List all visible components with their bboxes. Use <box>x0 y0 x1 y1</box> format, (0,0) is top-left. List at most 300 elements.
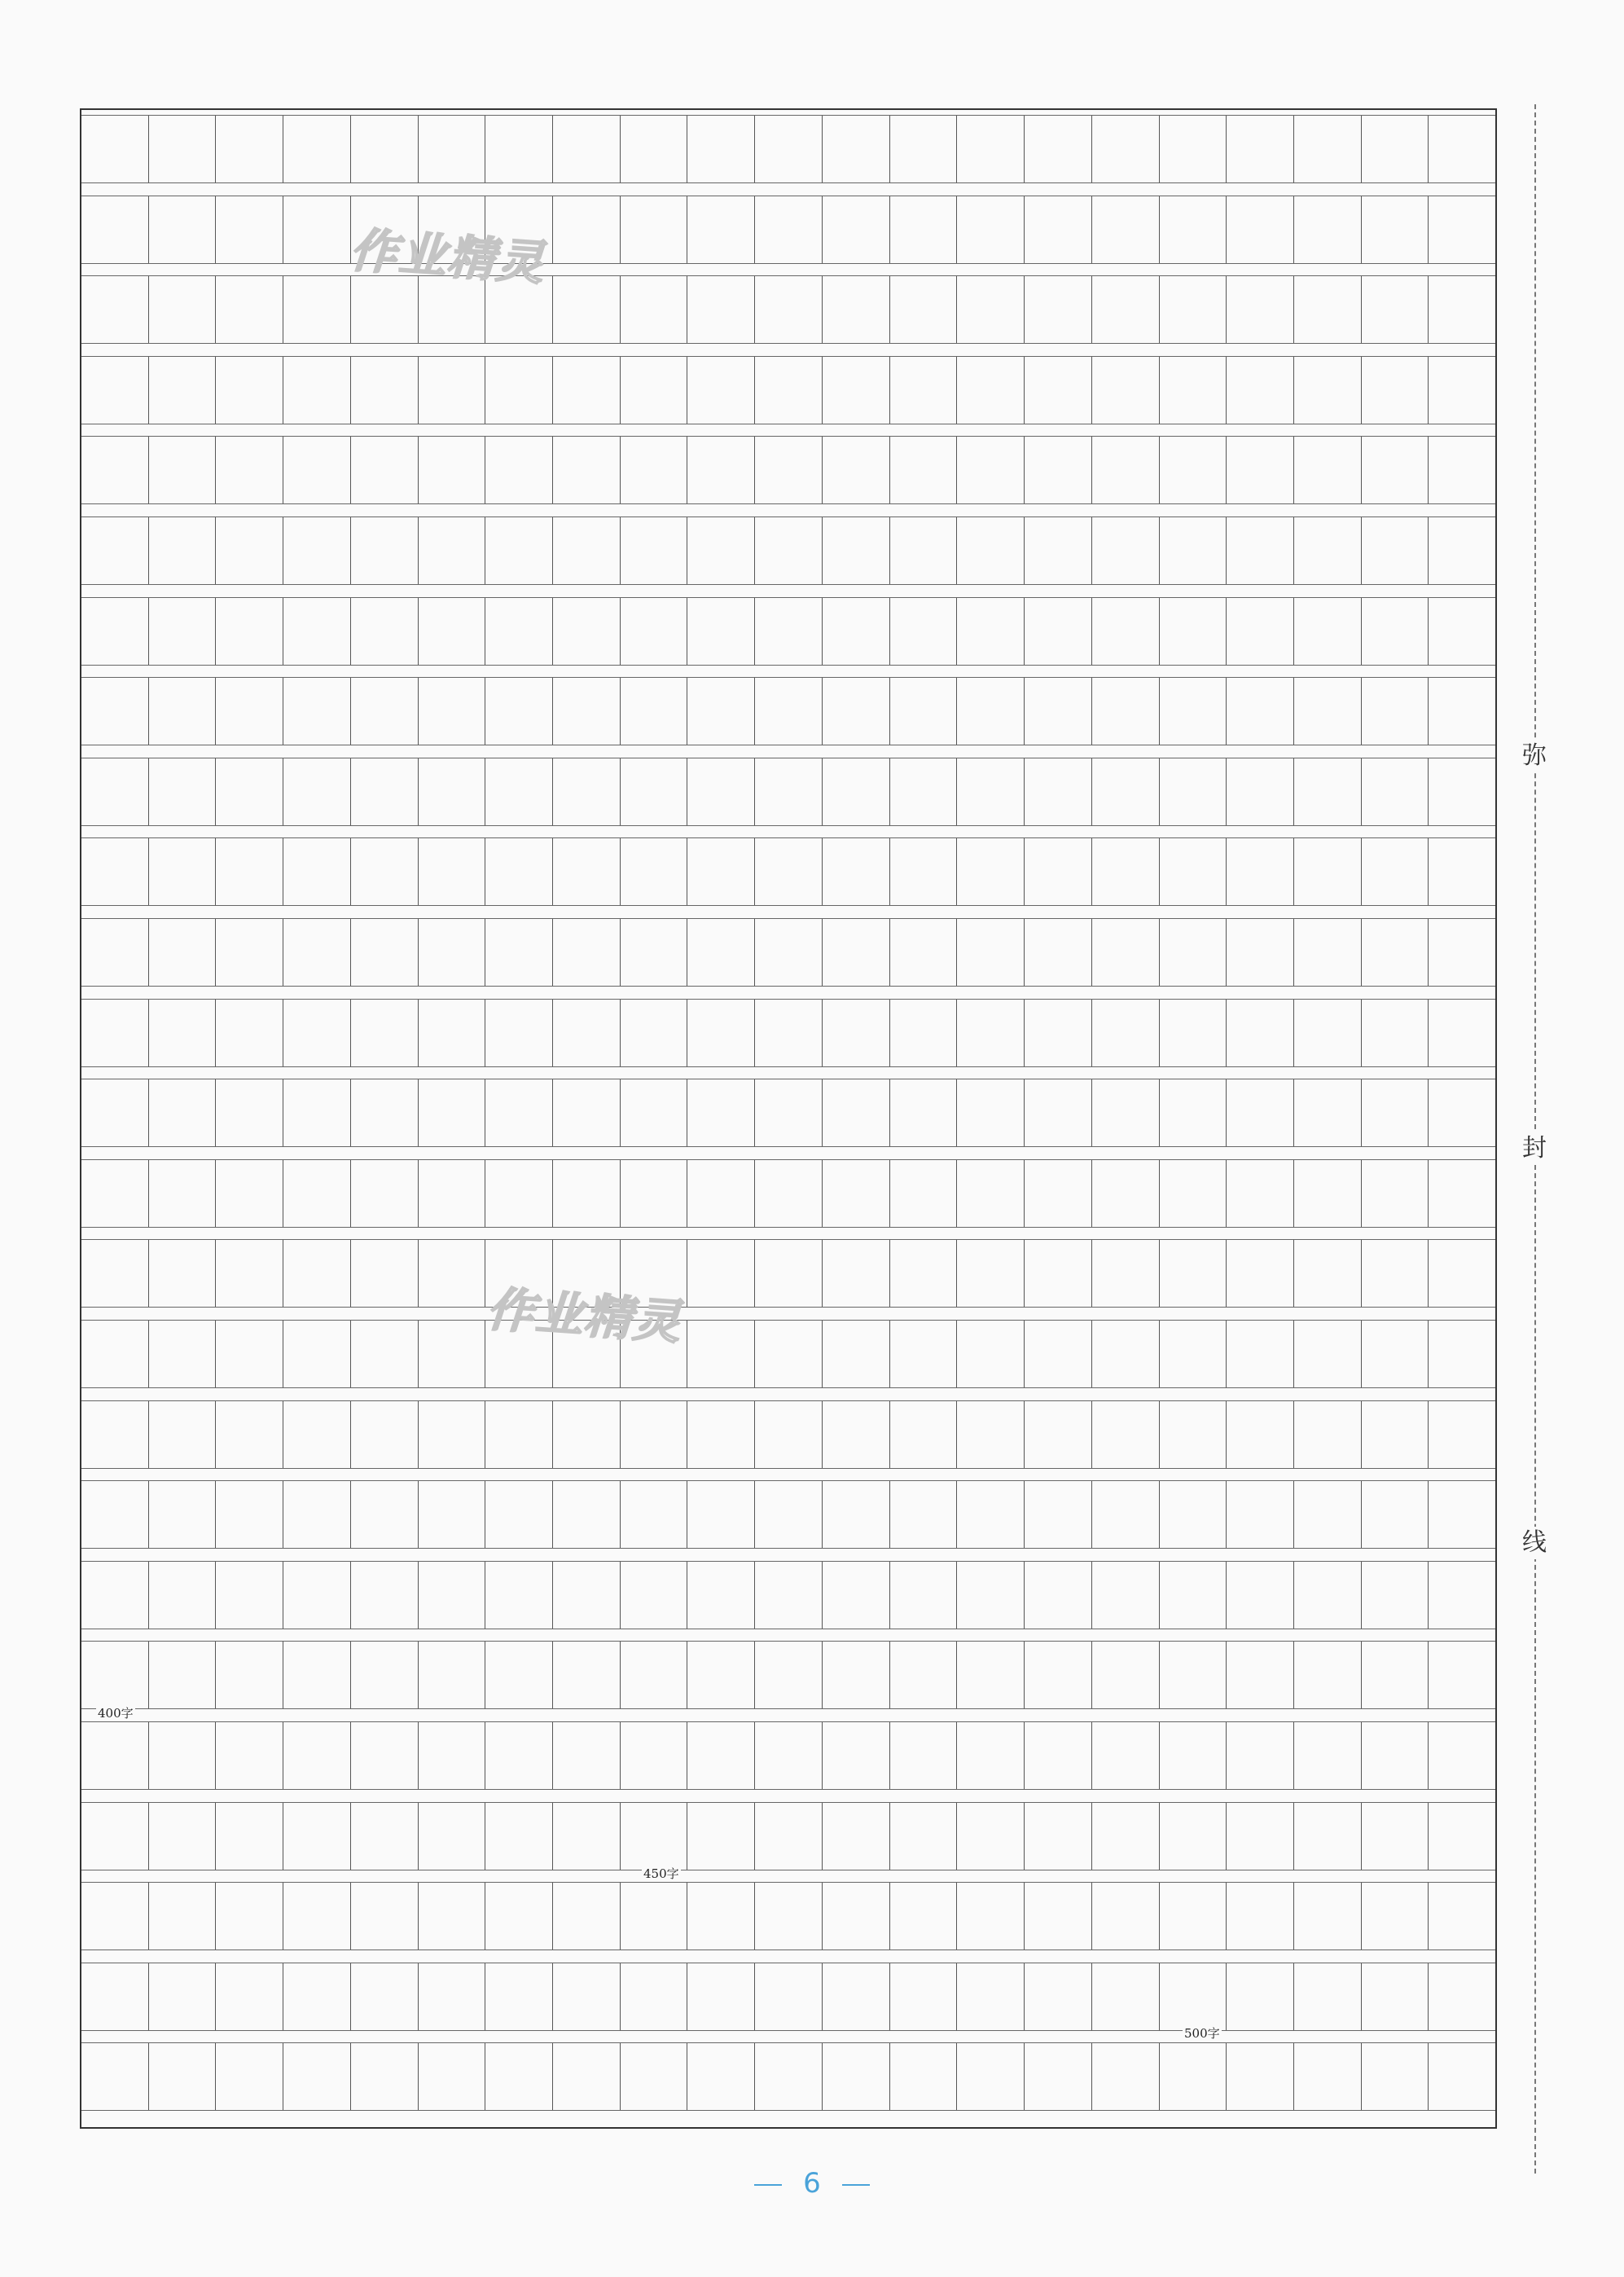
grid-cell[interactable] <box>81 838 149 905</box>
grid-cell[interactable] <box>755 1321 823 1387</box>
grid-cell[interactable] <box>957 919 1025 986</box>
grid-cell[interactable] <box>216 1401 283 1468</box>
grid-cell[interactable] <box>687 1321 755 1387</box>
grid-cell[interactable] <box>419 357 486 424</box>
grid-cell[interactable] <box>216 1722 283 1789</box>
grid-cell[interactable] <box>687 1000 755 1066</box>
grid-cell[interactable] <box>1429 1000 1495 1066</box>
grid-cell[interactable] <box>1362 678 1429 745</box>
grid-cell[interactable] <box>755 1240 823 1307</box>
grid-cell[interactable] <box>283 1963 351 2030</box>
grid-cell[interactable] <box>553 357 621 424</box>
grid-cell[interactable] <box>419 1722 486 1789</box>
grid-cell[interactable] <box>419 116 486 182</box>
grid-cell[interactable] <box>957 196 1025 263</box>
grid-cell[interactable] <box>553 1803 621 1870</box>
grid-cell[interactable] <box>216 116 283 182</box>
grid-cell[interactable] <box>621 1642 688 1708</box>
grid-cell[interactable] <box>1429 437 1495 503</box>
grid-cell[interactable] <box>216 276 283 343</box>
grid-cell[interactable] <box>1294 1401 1362 1468</box>
grid-cell[interactable] <box>216 1079 283 1146</box>
grid-cell[interactable] <box>1025 1401 1092 1468</box>
grid-cell[interactable] <box>485 758 553 825</box>
grid-cell[interactable] <box>1362 1240 1429 1307</box>
grid-cell[interactable] <box>1429 1160 1495 1227</box>
grid-cell[interactable] <box>1429 1481 1495 1548</box>
grid-cell[interactable] <box>149 1000 217 1066</box>
grid-cell[interactable] <box>823 1401 890 1468</box>
grid-cell[interactable] <box>419 1401 486 1468</box>
grid-cell[interactable] <box>81 1803 149 1870</box>
grid-cell[interactable] <box>1227 838 1294 905</box>
grid-cell[interactable] <box>81 517 149 584</box>
grid-cell[interactable] <box>1227 678 1294 745</box>
grid-cell[interactable] <box>1362 1562 1429 1629</box>
grid-cell[interactable] <box>351 2043 419 2110</box>
grid-cell[interactable] <box>1227 276 1294 343</box>
grid-cell[interactable] <box>1092 1401 1160 1468</box>
grid-cell[interactable] <box>1092 437 1160 503</box>
grid-cell[interactable] <box>890 1160 958 1227</box>
grid-cell[interactable] <box>149 1401 217 1468</box>
grid-cell[interactable] <box>823 678 890 745</box>
grid-cell[interactable] <box>553 196 621 263</box>
grid-cell[interactable] <box>823 1642 890 1708</box>
grid-cell[interactable] <box>687 758 755 825</box>
grid-cell[interactable] <box>553 678 621 745</box>
grid-cell[interactable] <box>823 2043 890 2110</box>
grid-cell[interactable] <box>485 1160 553 1227</box>
grid-cell[interactable] <box>957 1079 1025 1146</box>
grid-cell[interactable] <box>755 598 823 665</box>
grid-cell[interactable] <box>1025 116 1092 182</box>
grid-cell[interactable] <box>1025 1240 1092 1307</box>
grid-cell[interactable] <box>687 919 755 986</box>
grid-cell[interactable] <box>283 276 351 343</box>
grid-cell[interactable] <box>1294 1321 1362 1387</box>
grid-cell[interactable] <box>1227 1642 1294 1708</box>
grid-cell[interactable] <box>1160 1642 1227 1708</box>
grid-cell[interactable] <box>149 1562 217 1629</box>
grid-cell[interactable] <box>957 1240 1025 1307</box>
grid-cell[interactable] <box>1160 437 1227 503</box>
grid-cell[interactable] <box>1160 357 1227 424</box>
grid-cell[interactable] <box>687 276 755 343</box>
grid-cell[interactable] <box>81 1883 149 1950</box>
grid-cell[interactable] <box>283 1160 351 1227</box>
grid-cell[interactable] <box>687 598 755 665</box>
grid-cell[interactable] <box>149 517 217 584</box>
grid-cell[interactable] <box>1227 1000 1294 1066</box>
grid-cell[interactable] <box>81 678 149 745</box>
grid-cell[interactable] <box>890 1963 958 2030</box>
grid-cell[interactable] <box>1025 1160 1092 1227</box>
grid-cell[interactable] <box>1227 1481 1294 1548</box>
grid-cell[interactable] <box>621 919 688 986</box>
grid-cell[interactable] <box>419 1803 486 1870</box>
grid-cell[interactable] <box>1294 437 1362 503</box>
grid-cell[interactable] <box>755 919 823 986</box>
grid-cell[interactable] <box>1092 1722 1160 1789</box>
grid-cell[interactable] <box>1160 919 1227 986</box>
grid-cell[interactable] <box>621 1883 688 1950</box>
grid-cell[interactable] <box>621 1963 688 2030</box>
grid-cell[interactable] <box>149 919 217 986</box>
grid-cell[interactable] <box>823 1722 890 1789</box>
grid-cell[interactable] <box>553 758 621 825</box>
grid-cell[interactable] <box>957 1963 1025 2030</box>
grid-cell[interactable] <box>890 1079 958 1146</box>
grid-cell[interactable] <box>687 1240 755 1307</box>
grid-cell[interactable] <box>1362 1000 1429 1066</box>
grid-cell[interactable] <box>351 517 419 584</box>
grid-cell[interactable] <box>621 116 688 182</box>
grid-cell[interactable] <box>149 838 217 905</box>
grid-cell[interactable] <box>823 598 890 665</box>
grid-cell[interactable] <box>755 1963 823 2030</box>
grid-cell[interactable] <box>1294 919 1362 986</box>
grid-cell[interactable] <box>81 2043 149 2110</box>
grid-cell[interactable] <box>1294 1240 1362 1307</box>
grid-cell[interactable] <box>1294 1000 1362 1066</box>
grid-cell[interactable] <box>823 1963 890 2030</box>
grid-cell[interactable] <box>755 1642 823 1708</box>
grid-cell[interactable] <box>957 1000 1025 1066</box>
grid-cell[interactable] <box>216 758 283 825</box>
grid-cell[interactable] <box>1227 1562 1294 1629</box>
grid-cell[interactable] <box>755 437 823 503</box>
grid-cell[interactable] <box>755 1803 823 1870</box>
grid-cell[interactable] <box>823 838 890 905</box>
grid-cell[interactable] <box>621 838 688 905</box>
grid-cell[interactable] <box>823 196 890 263</box>
grid-cell[interactable] <box>621 276 688 343</box>
grid-cell[interactable] <box>1362 1803 1429 1870</box>
grid-cell[interactable] <box>823 437 890 503</box>
grid-cell[interactable] <box>1160 1240 1227 1307</box>
grid-cell[interactable] <box>957 517 1025 584</box>
grid-cell[interactable] <box>1429 1079 1495 1146</box>
grid-cell[interactable] <box>957 678 1025 745</box>
grid-cell[interactable] <box>216 598 283 665</box>
grid-cell[interactable] <box>149 1160 217 1227</box>
grid-cell[interactable] <box>1362 1401 1429 1468</box>
grid-cell[interactable] <box>1362 276 1429 343</box>
grid-cell[interactable] <box>621 1803 688 1870</box>
grid-cell[interactable] <box>216 1321 283 1387</box>
grid-cell[interactable] <box>687 1803 755 1870</box>
grid-cell[interactable] <box>890 838 958 905</box>
grid-cell[interactable] <box>1092 758 1160 825</box>
grid-cell[interactable] <box>687 1722 755 1789</box>
grid-cell[interactable] <box>81 357 149 424</box>
grid-cell[interactable] <box>687 357 755 424</box>
grid-cell[interactable] <box>1160 1321 1227 1387</box>
grid-cell[interactable] <box>149 1883 217 1950</box>
grid-cell[interactable] <box>1160 276 1227 343</box>
grid-cell[interactable] <box>351 919 419 986</box>
grid-cell[interactable] <box>1092 1079 1160 1146</box>
grid-cell[interactable] <box>1362 919 1429 986</box>
grid-cell[interactable] <box>81 1562 149 1629</box>
grid-cell[interactable] <box>957 437 1025 503</box>
grid-cell[interactable] <box>687 196 755 263</box>
grid-cell[interactable] <box>1294 116 1362 182</box>
grid-cell[interactable] <box>1092 196 1160 263</box>
grid-cell[interactable] <box>419 437 486 503</box>
grid-cell[interactable] <box>1092 1963 1160 2030</box>
grid-cell[interactable] <box>351 1240 419 1307</box>
grid-cell[interactable] <box>1429 276 1495 343</box>
grid-cell[interactable] <box>1294 1642 1362 1708</box>
grid-cell[interactable] <box>351 1803 419 1870</box>
grid-cell[interactable] <box>1362 1481 1429 1548</box>
grid-cell[interactable] <box>755 357 823 424</box>
grid-cell[interactable] <box>216 1481 283 1548</box>
grid-cell[interactable] <box>1362 1321 1429 1387</box>
grid-cell[interactable] <box>485 1883 553 1950</box>
grid-cell[interactable] <box>553 116 621 182</box>
grid-cell[interactable] <box>351 1401 419 1468</box>
grid-cell[interactable] <box>283 838 351 905</box>
grid-cell[interactable] <box>1227 758 1294 825</box>
grid-cell[interactable] <box>419 678 486 745</box>
grid-cell[interactable] <box>957 1321 1025 1387</box>
grid-cell[interactable] <box>823 357 890 424</box>
grid-cell[interactable] <box>553 919 621 986</box>
grid-cell[interactable] <box>823 1079 890 1146</box>
grid-cell[interactable] <box>283 437 351 503</box>
grid-cell[interactable] <box>1025 758 1092 825</box>
grid-cell[interactable] <box>149 1722 217 1789</box>
grid-cell[interactable] <box>823 1803 890 1870</box>
grid-cell[interactable] <box>283 1321 351 1387</box>
grid-cell[interactable] <box>1025 919 1092 986</box>
grid-cell[interactable] <box>485 1963 553 2030</box>
grid-cell[interactable] <box>1294 276 1362 343</box>
grid-cell[interactable] <box>1294 1722 1362 1789</box>
grid-cell[interactable] <box>957 1642 1025 1708</box>
grid-cell[interactable] <box>1025 1883 1092 1950</box>
grid-cell[interactable] <box>485 1562 553 1629</box>
grid-cell[interactable] <box>621 1079 688 1146</box>
grid-cell[interactable] <box>216 1562 283 1629</box>
grid-cell[interactable] <box>957 2043 1025 2110</box>
grid-cell[interactable] <box>1362 838 1429 905</box>
grid-cell[interactable] <box>1362 437 1429 503</box>
grid-cell[interactable] <box>687 1160 755 1227</box>
grid-cell[interactable] <box>553 1562 621 1629</box>
grid-cell[interactable] <box>1025 276 1092 343</box>
grid-cell[interactable] <box>755 838 823 905</box>
grid-cell[interactable] <box>1429 2043 1495 2110</box>
grid-cell[interactable] <box>1429 1803 1495 1870</box>
grid-cell[interactable] <box>1294 598 1362 665</box>
grid-cell[interactable] <box>419 758 486 825</box>
grid-cell[interactable] <box>1025 517 1092 584</box>
grid-cell[interactable] <box>81 1963 149 2030</box>
grid-cell[interactable] <box>351 1722 419 1789</box>
grid-cell[interactable] <box>283 357 351 424</box>
grid-cell[interactable] <box>81 1642 149 1708</box>
grid-cell[interactable] <box>823 1883 890 1950</box>
grid-cell[interactable] <box>823 276 890 343</box>
grid-cell[interactable] <box>1227 1963 1294 2030</box>
grid-cell[interactable] <box>957 276 1025 343</box>
grid-cell[interactable] <box>419 919 486 986</box>
grid-cell[interactable] <box>419 1240 486 1307</box>
grid-cell[interactable] <box>687 1401 755 1468</box>
grid-cell[interactable] <box>1429 517 1495 584</box>
grid-cell[interactable] <box>351 838 419 905</box>
grid-cell[interactable] <box>1092 1321 1160 1387</box>
grid-cell[interactable] <box>553 276 621 343</box>
grid-cell[interactable] <box>1092 2043 1160 2110</box>
grid-cell[interactable] <box>1294 517 1362 584</box>
grid-cell[interactable] <box>621 2043 688 2110</box>
grid-cell[interactable] <box>1092 598 1160 665</box>
grid-cell[interactable] <box>485 1000 553 1066</box>
grid-cell[interactable] <box>1294 1963 1362 2030</box>
grid-cell[interactable] <box>81 1401 149 1468</box>
grid-cell[interactable] <box>485 838 553 905</box>
grid-cell[interactable] <box>755 1160 823 1227</box>
grid-cell[interactable] <box>1362 1963 1429 2030</box>
grid-cell[interactable] <box>621 1722 688 1789</box>
grid-cell[interactable] <box>351 276 419 343</box>
grid-cell[interactable] <box>621 1160 688 1227</box>
grid-cell[interactable] <box>216 1642 283 1708</box>
grid-cell[interactable] <box>419 1883 486 1950</box>
grid-cell[interactable] <box>1160 1803 1227 1870</box>
grid-cell[interactable] <box>1092 1803 1160 1870</box>
grid-cell[interactable] <box>890 437 958 503</box>
grid-cell[interactable] <box>216 196 283 263</box>
grid-cell[interactable] <box>890 1321 958 1387</box>
grid-cell[interactable] <box>1227 919 1294 986</box>
grid-cell[interactable] <box>621 357 688 424</box>
grid-cell[interactable] <box>283 1079 351 1146</box>
grid-cell[interactable] <box>1294 1079 1362 1146</box>
grid-cell[interactable] <box>216 437 283 503</box>
grid-cell[interactable] <box>687 1481 755 1548</box>
grid-cell[interactable] <box>216 1963 283 2030</box>
grid-cell[interactable] <box>687 437 755 503</box>
grid-cell[interactable] <box>283 517 351 584</box>
grid-cell[interactable] <box>1227 1803 1294 1870</box>
grid-cell[interactable] <box>1092 1000 1160 1066</box>
grid-cell[interactable] <box>283 758 351 825</box>
grid-cell[interactable] <box>149 437 217 503</box>
grid-cell[interactable] <box>890 357 958 424</box>
grid-cell[interactable] <box>1429 598 1495 665</box>
grid-cell[interactable] <box>755 196 823 263</box>
grid-cell[interactable] <box>755 1883 823 1950</box>
grid-cell[interactable] <box>823 1481 890 1548</box>
grid-cell[interactable] <box>351 116 419 182</box>
grid-cell[interactable] <box>957 838 1025 905</box>
grid-cell[interactable] <box>283 1401 351 1468</box>
grid-cell[interactable] <box>351 1562 419 1629</box>
grid-cell[interactable] <box>1227 116 1294 182</box>
grid-cell[interactable] <box>351 1079 419 1146</box>
grid-cell[interactable] <box>1429 678 1495 745</box>
grid-cell[interactable] <box>1429 357 1495 424</box>
grid-cell[interactable] <box>419 1321 486 1387</box>
grid-cell[interactable] <box>149 2043 217 2110</box>
grid-cell[interactable] <box>485 1722 553 1789</box>
grid-cell[interactable] <box>553 2043 621 2110</box>
grid-cell[interactable] <box>1025 437 1092 503</box>
grid-cell[interactable] <box>149 357 217 424</box>
grid-cell[interactable] <box>81 1481 149 1548</box>
grid-cell[interactable] <box>1362 598 1429 665</box>
grid-cell[interactable] <box>755 517 823 584</box>
grid-cell[interactable] <box>351 1000 419 1066</box>
grid-cell[interactable] <box>1227 437 1294 503</box>
grid-cell[interactable] <box>687 1642 755 1708</box>
grid-cell[interactable] <box>351 1963 419 2030</box>
grid-cell[interactable] <box>890 196 958 263</box>
grid-cell[interactable] <box>1227 1722 1294 1789</box>
grid-cell[interactable] <box>149 1079 217 1146</box>
grid-cell[interactable] <box>149 1321 217 1387</box>
grid-cell[interactable] <box>149 1642 217 1708</box>
grid-cell[interactable] <box>1092 1240 1160 1307</box>
grid-cell[interactable] <box>81 1722 149 1789</box>
grid-cell[interactable] <box>687 1079 755 1146</box>
grid-cell[interactable] <box>890 1722 958 1789</box>
grid-cell[interactable] <box>755 1481 823 1548</box>
grid-cell[interactable] <box>1227 357 1294 424</box>
grid-cell[interactable] <box>553 517 621 584</box>
grid-cell[interactable] <box>1227 196 1294 263</box>
grid-cell[interactable] <box>553 1401 621 1468</box>
grid-cell[interactable] <box>890 1562 958 1629</box>
grid-cell[interactable] <box>419 1079 486 1146</box>
grid-cell[interactable] <box>351 1883 419 1950</box>
grid-cell[interactable] <box>1227 1883 1294 1950</box>
grid-cell[interactable] <box>283 1481 351 1548</box>
grid-cell[interactable] <box>755 116 823 182</box>
grid-cell[interactable] <box>553 1160 621 1227</box>
grid-cell[interactable] <box>890 2043 958 2110</box>
grid-cell[interactable] <box>81 758 149 825</box>
grid-cell[interactable] <box>1362 1160 1429 1227</box>
grid-cell[interactable] <box>1092 116 1160 182</box>
grid-cell[interactable] <box>351 1160 419 1227</box>
grid-cell[interactable] <box>1160 517 1227 584</box>
grid-cell[interactable] <box>1294 1803 1362 1870</box>
grid-cell[interactable] <box>1294 1160 1362 1227</box>
grid-cell[interactable] <box>1025 1803 1092 1870</box>
grid-cell[interactable] <box>419 1481 486 1548</box>
grid-cell[interactable] <box>1160 196 1227 263</box>
grid-cell[interactable] <box>687 517 755 584</box>
grid-cell[interactable] <box>1160 598 1227 665</box>
grid-cell[interactable] <box>149 598 217 665</box>
grid-cell[interactable] <box>1092 1562 1160 1629</box>
grid-cell[interactable] <box>1160 1079 1227 1146</box>
grid-cell[interactable] <box>283 1642 351 1708</box>
grid-cell[interactable] <box>283 678 351 745</box>
grid-cell[interactable] <box>351 437 419 503</box>
grid-cell[interactable] <box>81 196 149 263</box>
grid-cell[interactable] <box>1294 1481 1362 1548</box>
grid-cell[interactable] <box>283 196 351 263</box>
grid-cell[interactable] <box>553 1079 621 1146</box>
